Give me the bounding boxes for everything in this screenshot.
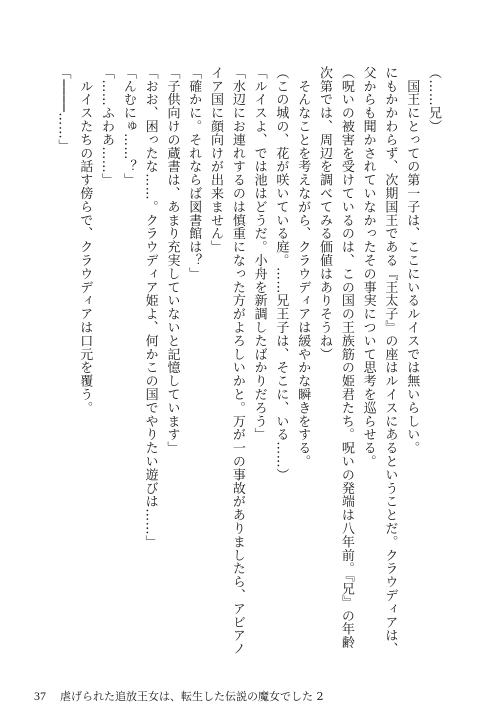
text-line: ルイスたちの話す傍らで、クラウディアは口元を覆う。 xyxy=(77,66,93,415)
text-line: 「ルイスよ、では池はどうだ。小舟を新調したばかりだろう」 xyxy=(251,66,267,442)
text-line: （この城の、花が咲いている庭。……兄王子は、そこに、いる……） xyxy=(273,66,289,482)
book-title: 虐げられた追放王女は、転生した伝説の魔女でした 2 xyxy=(60,690,324,703)
text-line: （呪いの被害を受けているのは、この国の王族筋の姫君たち。呪いの発端は八年前。『兄』の年齢 xyxy=(338,66,354,650)
text-line: イア国に顔向けが出来ません」 xyxy=(208,66,224,254)
page-number: 37 xyxy=(34,689,46,703)
text-line: 国王にとっての第一子は、ここにいるルイスでは無いらしい。 xyxy=(404,66,420,455)
vertical-body-text xyxy=(44,66,444,666)
text-line: 「子供向けの蔵書は、あまり充実していないと記憶しています」 xyxy=(164,66,180,455)
text-line: そんなことを考えながら、クラウディアは緩やかな瞬きをする。 xyxy=(295,66,311,468)
text-line: 父からも聞かされていなかったその事実について思考を巡らせる。 xyxy=(360,66,376,468)
text-line: 次第では、周辺を調べてみる価値はありそうね） xyxy=(317,66,333,361)
text-line: にもかかわらず、次期国王である『王太子』の座はルイスにあるということだ。クラウディアは、 xyxy=(382,66,398,656)
page-footer xyxy=(34,688,324,704)
text-line: 「────……」 xyxy=(55,66,71,153)
text-line: 「おお、困ったな……。クラウディア姫よ、何かこの国でやりたい遊びは……」 xyxy=(142,66,158,549)
text-line: 「水辺にお連れするのは慎重になった方がよろしいかと。万が一の事故がありましたら、アビアノ xyxy=(229,66,245,656)
text-line: 「確かに。それならば図書館は？」 xyxy=(186,66,202,281)
text-line: 「んむにゅ……？」 xyxy=(120,66,136,187)
text-line: 「……ふわあ……」 xyxy=(99,66,115,187)
text-line: （……兄） xyxy=(426,66,441,133)
